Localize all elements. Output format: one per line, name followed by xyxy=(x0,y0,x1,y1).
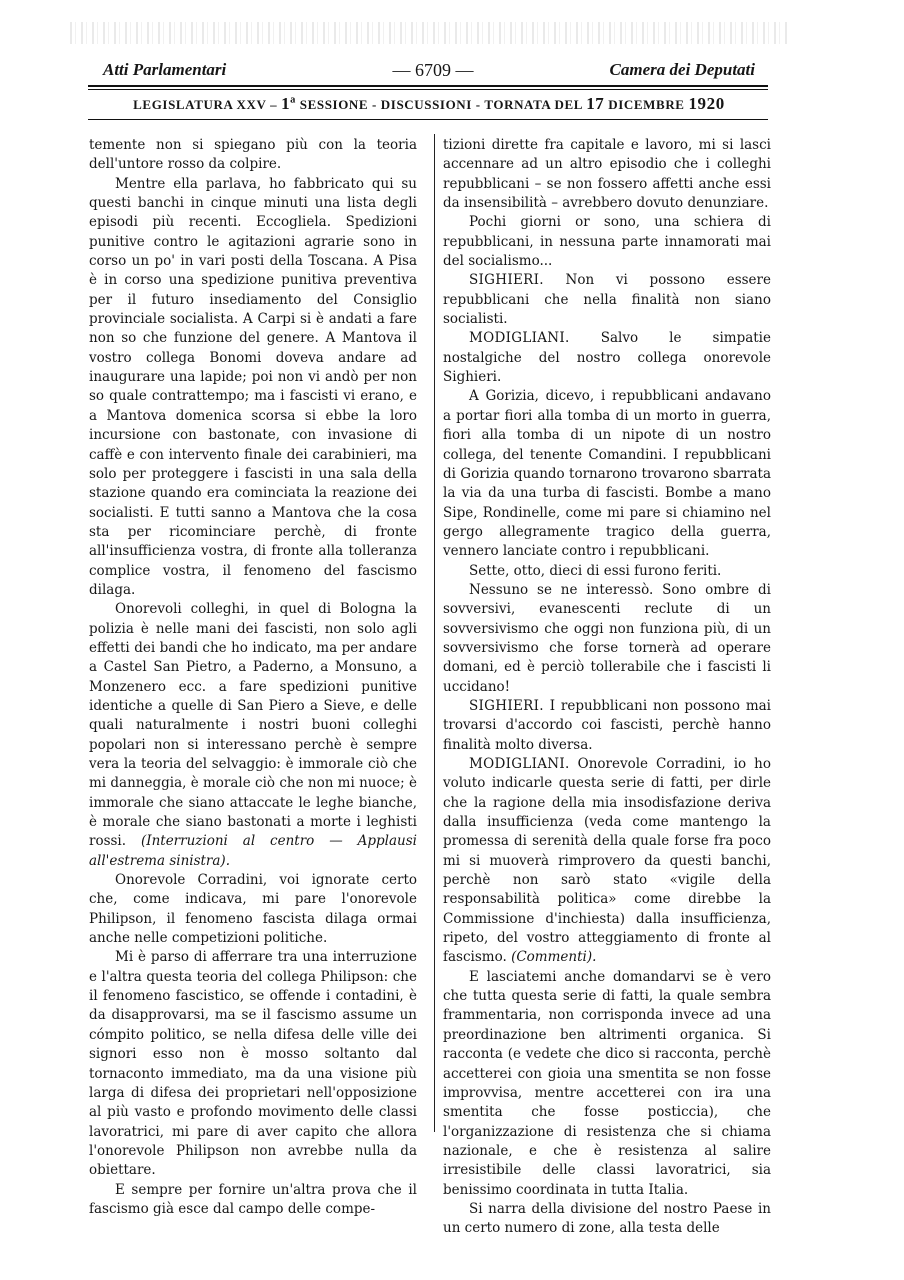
text-paragraph xyxy=(443,1200,771,1239)
date-year: 1920 xyxy=(688,94,725,113)
speech-paragraph xyxy=(443,755,771,968)
paragraph-text: Onorevole Corradini, voi ignorate certo che, come indicava, mi pare l'onorevole Philipson, il fenomeno fascista dilaga ormai anche nelle competizioni politiche. xyxy=(89,872,417,947)
header-rule-thick xyxy=(88,85,768,87)
page-header xyxy=(103,60,755,84)
header-chamber: Camera dei Deputati xyxy=(609,60,755,79)
paragraph-text: Mi è parso di afferrare tra una interruzione e l'altra questa teoria del collega Philipson: che il fenomeno fascistico, se offende i contadini, è da disapprovarsi, ma se il fascismo assume un cómpito politico, se nella difesa delle ville dei signori esso non è mosso soltanto dal tornaconto immediato, ma da una visione più larga di difesa dei proprietari nell'opposizione al più vasto e profondo movimento delle classi lavoratrici, mi pare di aver capito che allora l'onorevole Philipson non avrebbe nulla da obiettare. xyxy=(89,949,417,1179)
paragraph-text: Onorevole Corradini, io ho voluto indicarle questa serie di fatti, per dirle che la ragione della mia insodisfazione deriva dalla insufficienza (veda come mantengo la promessa di serenità della quale forse fra poco mi si muoverà rimprovero da questi banchi, perchè non sarò stato «vigile della responsabilità politica» come direbbe la Commissione d'inchiesta) dalla insufficienza, ripeto, del vostro atteggiamento di fronte al fascismo. xyxy=(443,756,771,966)
paragraph-text: A Gorizia, dicevo, i repubblicani andavano a portar fiori alla tomba di un morto in guerra, fiori alla tomba di un nipote di un nostro collega, del tenente Comandini. I repubblicani di Gorizia quando tornarono trovarono sbarrata la via da una turba di fascisti. Bombe a mano Sipe, Rondinelle, come mi pare si chiamino nel gergo allegramente tragico della guerra, vennero lanciate contro i repubblicani. xyxy=(443,388,771,560)
speech-paragraph xyxy=(443,329,771,387)
text-paragraph xyxy=(89,1181,417,1220)
session-line xyxy=(103,94,755,114)
text-paragraph xyxy=(443,581,771,697)
paragraph-text: Mentre ella parlava, ho fabbricato qui su questi banchi in cinque minuti una lista degli episodi più recenti. Eccogliela. Spedizioni punitive contro le agitazioni agrarie sono in corso un po' in vari posti della Toscana. A Pisa è in corso una spedizione punitiva preventiva per il futuro insediamento del Consiglio provinciale socialista. A Carpi si è andati a fare non so che funzione del genere. A Mantova il vostro collega Bonomi doveva andare ad inaugurare una lapide; poi non vi andò per non so quale contrattempo; ma i fascisti vi erano, e a Mantova domenica scorsa si ebbe la loro incursione con bastonate, con invasione di caffè e con intervento finale dei carabinieri, ma solo per proteggere i fascisti in una sala della stazione quando era cominciata la reazione dei socialisti. E tutti sanno a Mantova che la cosa sta per ricominciare perchè, di fronte all'insufficienza vostra, di fronte alla tolleranza complice vostra, il fenomeno del fascismo dilaga. xyxy=(89,175,417,598)
text-paragraph xyxy=(89,871,417,948)
paragraph-text: Sette, otto, dieci di essi furono feriti. xyxy=(469,562,722,579)
paragraph-text: I repubblicani non possono mai trovarsi d'accordo coi fascisti, perchè hanno finalità molto diversa. xyxy=(443,697,772,753)
text-paragraph xyxy=(443,562,771,581)
legislatura: LEGISLATURA XXV xyxy=(133,97,267,112)
speech-paragraph xyxy=(443,697,771,755)
session-dash: – xyxy=(270,97,278,112)
left-column xyxy=(89,136,417,1219)
date-month: DICEMBRE xyxy=(608,97,685,112)
speech-paragraph xyxy=(443,271,771,329)
text-paragraph xyxy=(89,136,417,175)
paragraph-text: Onorevoli colleghi, in quel di Bologna la polizia è nelle mani dei fascisti, non solo agli effetti dei bandi che ho indicato, ma per andare a Castel San Pietro, a Paderno, a Monsuno, a Monzenero ecc. a fare spedizioni punitive identiche a quelle di San Piero a Sieve, e delle quali naturalmente i nostri buoni colleghi popolari non si interessano perchè è sempre vera la teoria del selvaggio: è immorale ciò che mi danneggia, è morale ciò che non mi nuoce; è immorale che siano attaccate le leghe bianche, è morale che siano bastonati a morte i leghisti rossi. xyxy=(89,601,417,850)
speaker-name: SIGHIERI. xyxy=(469,697,544,714)
text-paragraph xyxy=(443,968,771,1200)
paragraph-text: Si narra della divisione del nostro Paese in un certo numero di zone, alla testa delle xyxy=(443,1200,771,1237)
stage-direction: (Commenti). xyxy=(511,949,597,966)
text-paragraph xyxy=(443,387,771,561)
header-rule-thin xyxy=(88,89,768,90)
date-del: DEL xyxy=(554,97,583,112)
scan-speckle-band xyxy=(70,22,790,44)
session-label: SESSIONE - DISCUSSIONI - TORNATA xyxy=(299,97,551,112)
text-paragraph xyxy=(443,136,771,213)
paragraph-text: Pochi giorni or sono, una schiera di repubblicani, in nessuna parte innamorati mai del socialismo... xyxy=(443,214,771,270)
paragraph-text: Non vi possono essere repubblicani che nella finalità non siano socialisti. xyxy=(443,272,771,328)
paragraph-text: Nessuno se ne interessò. Sono ombre di sovversivi, evanescenti reclute di un sovversivismo che oggi non funziona più, di un sovversivismo che forse tornerà ad operare domani, ed è perciò tollerabile che i fascisti li uccidano! xyxy=(443,581,771,695)
paragraph-text: E sempre per fornire un'altra prova che il fascismo già esce dal campo delle compe- xyxy=(89,1181,417,1217)
right-column xyxy=(443,136,771,1239)
header-publication: Atti Parlamentari xyxy=(103,60,227,79)
paragraph-text: Salvo le simpatie nostalgiche del nostro collega onorevole Sighieri. xyxy=(443,330,771,386)
stage-direction: (Interruzioni al centro — Applausi all'estrema sinistra). xyxy=(89,833,417,869)
speaker-name: MODIGLIANI. xyxy=(469,330,570,347)
column-divider xyxy=(434,134,435,1132)
paragraph-text: tizioni dirette fra capitale e lavoro, mi si lasci accennare ad un altro episodio che i colleghi repubblicani – se non fossero affetti anche essi da insensibilità – avrebbero dovuto denunziare. xyxy=(443,137,771,212)
text-paragraph xyxy=(89,175,417,601)
text-paragraph xyxy=(443,213,771,271)
text-paragraph xyxy=(89,600,417,871)
speaker-name: MODIGLIANI. xyxy=(469,756,570,772)
text-paragraph xyxy=(89,948,417,1180)
paragraph-text: E lasciatemi anche domandarvi se è vero che tutta questa serie di fatti, la quale sembra frammentaria, non corrisponda invece ad una preordinazione ben altrimenti organica. Si racconta (e vedete che dico si racconta, perchè accetterei con gioia una smentita se non fosse improvvisa, mentre accetterei con ira una smentita che fosse posticcia), che l'organizzazione di resistenza che si chiama nazionale, e che è resistenza al salire irresistibile delle classi lavoratrici, sia benissimo coordinata in tutta Italia. xyxy=(443,968,771,1198)
subheader-rule xyxy=(88,119,768,120)
paragraph-text: temente non si spiegano più con la teoria dell'untore rosso da colpire. xyxy=(89,137,417,173)
speaker-name: SIGHIERI. xyxy=(469,272,544,289)
page-number: — 6709 — xyxy=(392,60,474,80)
date-day: 17 xyxy=(586,94,605,113)
session-number: 1ª xyxy=(281,94,296,113)
